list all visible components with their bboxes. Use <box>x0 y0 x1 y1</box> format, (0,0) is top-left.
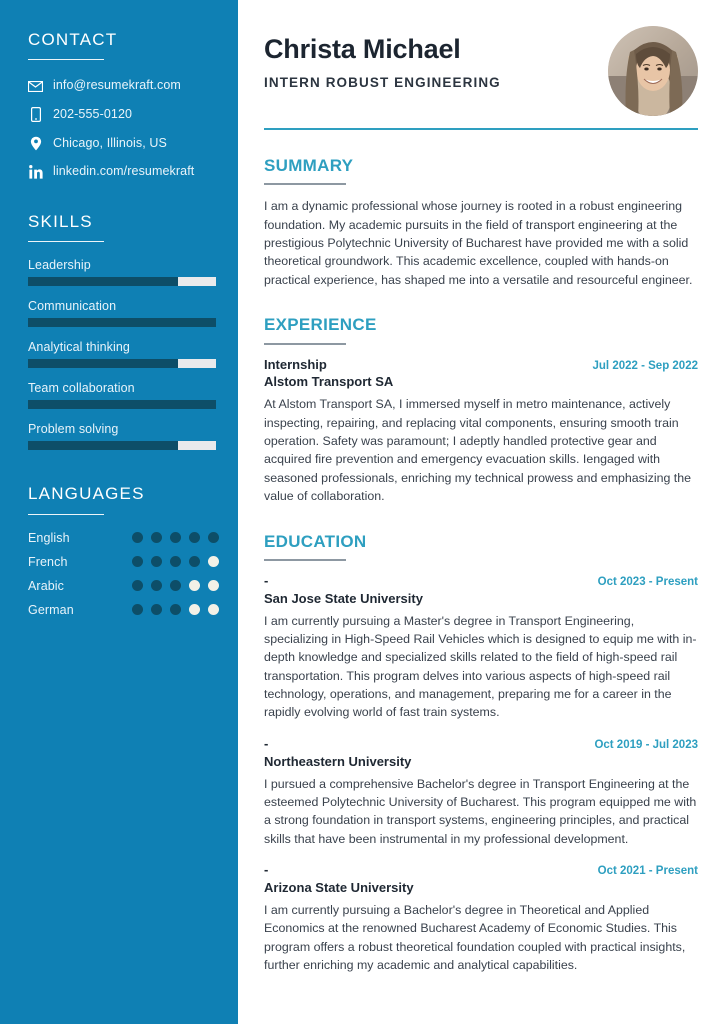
linkedin-icon <box>28 165 43 179</box>
level-dot-empty <box>208 604 219 615</box>
experience-section <box>264 315 698 505</box>
language-item <box>28 555 216 569</box>
entry-organization: Arizona State University <box>264 879 414 895</box>
contact-item-location[interactable] <box>28 136 216 152</box>
summary-heading-rule <box>264 183 346 185</box>
language-label: Arabic <box>28 578 65 593</box>
contact-phone-text: 202-555-0120 <box>53 107 133 122</box>
entry-role: - <box>264 735 269 751</box>
level-dot-filled <box>132 580 143 591</box>
education-heading: EDUCATION <box>264 531 367 551</box>
level-dot-filled <box>170 556 181 567</box>
level-dot-empty <box>189 604 200 615</box>
skill-label: Team collaboration <box>28 381 135 396</box>
level-dot-filled <box>151 556 162 567</box>
page-title: Christa Michael <box>264 34 461 64</box>
level-dot-filled <box>170 604 181 615</box>
skill-progress-fill <box>28 359 178 368</box>
level-dot-filled <box>132 604 143 615</box>
experience-heading: EXPERIENCE <box>264 315 377 335</box>
skill-label: Communication <box>28 299 117 314</box>
language-item <box>28 579 216 593</box>
contact-location-text: Chicago, Illinois, US <box>53 135 167 150</box>
level-dot-filled <box>189 556 200 567</box>
entry-date: Oct 2023 - Present <box>597 575 698 588</box>
header-text-block <box>264 26 501 90</box>
mobile-phone-icon <box>28 107 43 122</box>
language-label: English <box>28 530 70 545</box>
main-content <box>238 0 724 1024</box>
contact-linkedin-text: linkedin.com/resumekraft <box>53 164 195 179</box>
location-pin-icon <box>28 136 43 151</box>
entry-header-row <box>264 862 698 879</box>
language-item <box>28 603 216 617</box>
entry-description: At Alstom Transport SA, I immersed myself in metro maintenance, actively inspecting, repairing, and replacing vital components, ensuring smooth train operation. Safety was paramount; I adeptly handled protective gear and acquired fire prevention and emergency evacuation skills. Iengaged with seasoned professionals, enriching my technical prowess and emphasizing the value of collaboration. <box>264 397 692 504</box>
level-dot-empty <box>208 556 219 567</box>
entry-date: Oct 2019 - Jul 2023 <box>594 738 698 751</box>
skill-progress-fill <box>28 277 178 286</box>
entry-role: Internship <box>264 356 327 372</box>
skill-progress-fill <box>28 318 216 327</box>
language-label: French <box>28 554 68 569</box>
skills-section <box>28 212 216 450</box>
languages-list <box>28 531 216 617</box>
entry-description: I pursued a comprehensive Bachelor's degree in Transport Engineering at the esteemed Polytechnic University of Bucharest. This program equipped me with a strong foundation in transport systems, engineering principles, and practical skills that have been instrumental in my professional development. <box>264 776 697 846</box>
resume-header <box>264 26 698 116</box>
contact-item-email[interactable] <box>28 78 216 94</box>
entry-organization: Alstom Transport SA <box>264 374 394 390</box>
education-entry <box>264 573 698 722</box>
language-level-dots <box>132 532 219 543</box>
education-section <box>264 532 698 975</box>
skill-item <box>28 422 216 450</box>
entry-header-row <box>264 736 698 753</box>
summary-heading: SUMMARY <box>264 156 354 175</box>
level-dot-filled <box>151 532 162 543</box>
entry-header-row <box>264 573 698 590</box>
skill-label: Problem solving <box>28 422 119 437</box>
avatar <box>608 26 698 116</box>
skill-progress-fill <box>28 400 216 409</box>
entry-role: - <box>264 572 269 588</box>
level-dot-filled <box>151 604 162 615</box>
entry-date: Jul 2022 - Sep 2022 <box>592 359 698 372</box>
skill-progress-track <box>28 277 216 286</box>
contact-heading: CONTACT <box>28 30 118 49</box>
level-dot-filled <box>189 532 200 543</box>
language-level-dots <box>132 580 219 591</box>
experience-list <box>264 357 698 506</box>
education-entry <box>264 736 698 848</box>
sidebar <box>0 0 238 1024</box>
experience-entry <box>264 357 698 506</box>
education-heading-rule <box>264 559 346 561</box>
skills-heading-rule <box>28 241 104 242</box>
level-dot-filled <box>151 580 162 591</box>
entry-header-row <box>264 357 698 374</box>
entry-date: Oct 2021 - Present <box>597 865 698 878</box>
skill-item <box>28 299 216 327</box>
contact-list <box>28 78 216 180</box>
summary-text: I am a dynamic professional whose journey is rooted in a robust engineering foundation. My academic pursuits in the field of transport engineering at the prestigious Polytechnic University of Bucharest have provided me with a solid theoretical groundwork. This academic excellence, coupled with hands-on practical experience, has shaped me into a versatile and resourceful engineer. <box>264 199 693 287</box>
job-title: INTERN ROBUST ENGINEERING <box>264 75 501 91</box>
skill-progress-track <box>28 359 216 368</box>
level-dot-filled <box>170 532 181 543</box>
experience-heading-rule <box>264 343 346 345</box>
level-dot-filled <box>170 580 181 591</box>
entry-description: I am currently pursuing a Bachelor's degree in Theoretical and Applied Economics at the renowned Bucharest Academy of Economic Studies. This program offers a robust theoretical foundation coupled with practical insights, further enriching my academic and analytical capabilities. <box>264 902 686 972</box>
languages-heading: LANGUAGES <box>28 484 145 504</box>
level-dot-empty <box>208 580 219 591</box>
skill-item <box>28 258 216 286</box>
level-dot-empty <box>189 580 200 591</box>
level-dot-filled <box>132 532 143 543</box>
entry-organization: San Jose State University <box>264 590 423 606</box>
skills-heading: SKILLS <box>28 211 93 231</box>
languages-heading-rule <box>28 514 104 515</box>
skill-progress-track <box>28 400 216 409</box>
level-dot-filled <box>208 532 219 543</box>
level-dot-filled <box>132 556 143 567</box>
entry-role: - <box>264 862 269 878</box>
skill-progress-fill <box>28 441 178 450</box>
skill-item <box>28 340 216 368</box>
education-entry <box>264 862 698 974</box>
contact-heading-rule <box>28 59 104 60</box>
skill-item <box>28 381 216 409</box>
skill-progress-track <box>28 441 216 450</box>
skills-list <box>28 258 216 450</box>
header-divider <box>264 128 698 130</box>
skill-progress-track <box>28 318 216 327</box>
contact-item-linkedin[interactable] <box>28 164 216 180</box>
contact-item-phone[interactable] <box>28 107 216 123</box>
envelope-icon <box>28 81 43 92</box>
language-item <box>28 531 216 545</box>
language-label: German <box>28 602 74 617</box>
languages-section <box>28 484 216 616</box>
contact-section <box>28 30 216 180</box>
entry-organization: Northeastern University <box>264 753 412 769</box>
skill-label: Leadership <box>28 258 91 273</box>
education-list <box>264 573 698 974</box>
language-level-dots <box>132 604 219 615</box>
entry-description: I am currently pursuing a Master's degree in Transport Engineering, specializing in High-Speed Rail Vehicles which is designed to equip me with in-depth knowledge and specialized skills related to the field of high-speed rail transportation. This program delves into various aspects of high-speed rail technology, operations, and management, preparing me for a career in the rapidly evolving world of fast train systems. <box>264 613 697 720</box>
profile-photo-illustration <box>608 26 698 116</box>
contact-email-text: info@resumekraft.com <box>53 78 181 93</box>
language-level-dots <box>132 556 219 567</box>
summary-section <box>264 156 698 289</box>
skill-label: Analytical thinking <box>28 340 130 355</box>
